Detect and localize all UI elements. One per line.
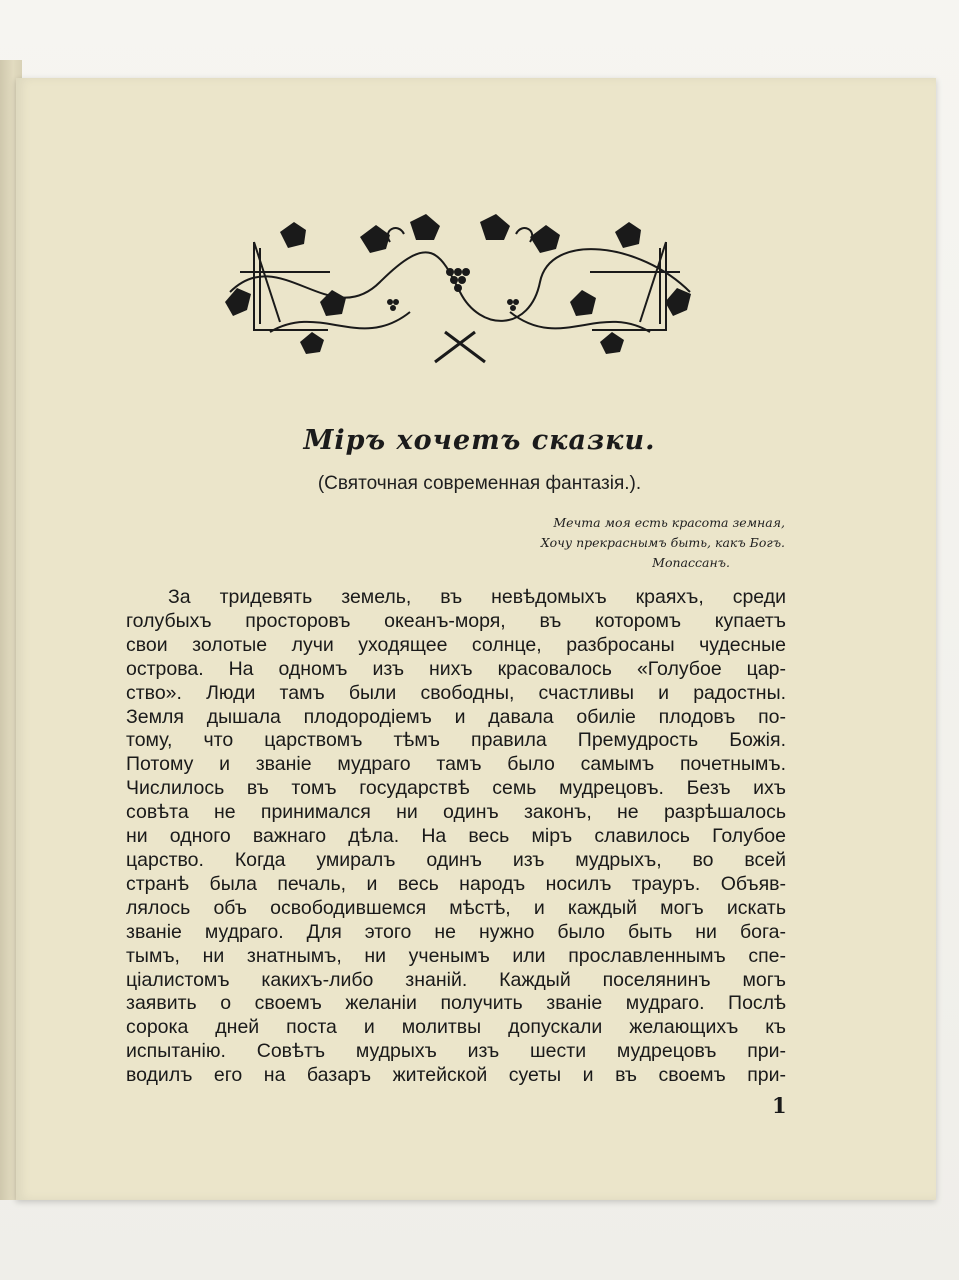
epigraph: [405, 513, 785, 573]
text-line: совѣта не принимался ни одинъ законъ, не разрѣшалось: [126, 801, 786, 824]
text-line: голубыхъ просторовъ океанъ-моря, въ которомъ купаетъ: [126, 609, 786, 632]
grapevine-ornament: [210, 212, 710, 370]
text-line: водилъ его на базаръ житейской суеты и въ своемъ при-: [126, 1064, 786, 1087]
page-title: Міръ хочетъ сказки.: [303, 425, 656, 456]
body-paragraph: [126, 586, 786, 1088]
text-line: острова. На одномъ изъ нихъ красовалось «Голубое цар-: [126, 657, 786, 680]
epigraph-line: Мечта моя есть красота земная,: [553, 515, 785, 530]
text-line: Земля дышала плодородіемъ и давала обиліе плодовъ по-: [126, 705, 786, 728]
text-line: царство. Когда умиралъ одинъ изъ мудрыхъ, во всей: [126, 848, 786, 871]
text-line: За тридевять земель, въ невѣдомыхъ краяхъ, среди: [168, 586, 786, 608]
text-line: Потому и званіе мудраго тамъ было самымъ почетнымъ.: [126, 753, 786, 776]
page-subtitle: (Святочная современная фантазія.).: [317, 473, 642, 494]
text-line: сорока дней поста и молитвы допускали желающихъ къ: [126, 1016, 786, 1039]
text-line: лялось объ освободившемся мѣстѣ, и каждый могъ искать: [126, 896, 786, 919]
text-line: странѣ была печаль, и весь народъ носилъ трауръ. Объяв-: [126, 872, 786, 895]
text-line: званіе мудраго. Для этого не нужно было быть ни бога-: [126, 920, 786, 943]
text-line: ни одного важнаго дѣла. На весь міръ славилось Голубое: [126, 825, 786, 848]
page-number: 1: [772, 1093, 787, 1118]
text-line: тому, что царствомъ тѣмъ правила Премудрость Божія.: [126, 729, 786, 752]
text-line: Числилось въ томъ государствѣ семь мудрецовъ. Безъ ихъ: [126, 777, 786, 800]
epigraph-author: Мопассанъ.: [652, 555, 730, 570]
text-line: свои золотые лучи уходящее солнце, разбросаны чудесные: [126, 633, 786, 656]
text-line: тымъ, ни знатнымъ, ни ученымъ или прославленнымъ спе-: [126, 944, 786, 967]
epigraph-line: Хочу прекраснымъ быть, какъ Богъ.: [540, 535, 785, 550]
text-line: заявить о своемъ желаніи получить званіе мудраго. Послѣ: [126, 992, 786, 1015]
text-line: испытанію. Совѣтъ мудрыхъ изъ шести мудрецовъ при-: [126, 1040, 786, 1063]
text-line: ціалистомъ какихъ-либо знаній. Каждый поселянинъ могъ: [126, 968, 786, 991]
text-line: ство». Люди тамъ были свободны, счастливы и радостны.: [126, 681, 786, 704]
